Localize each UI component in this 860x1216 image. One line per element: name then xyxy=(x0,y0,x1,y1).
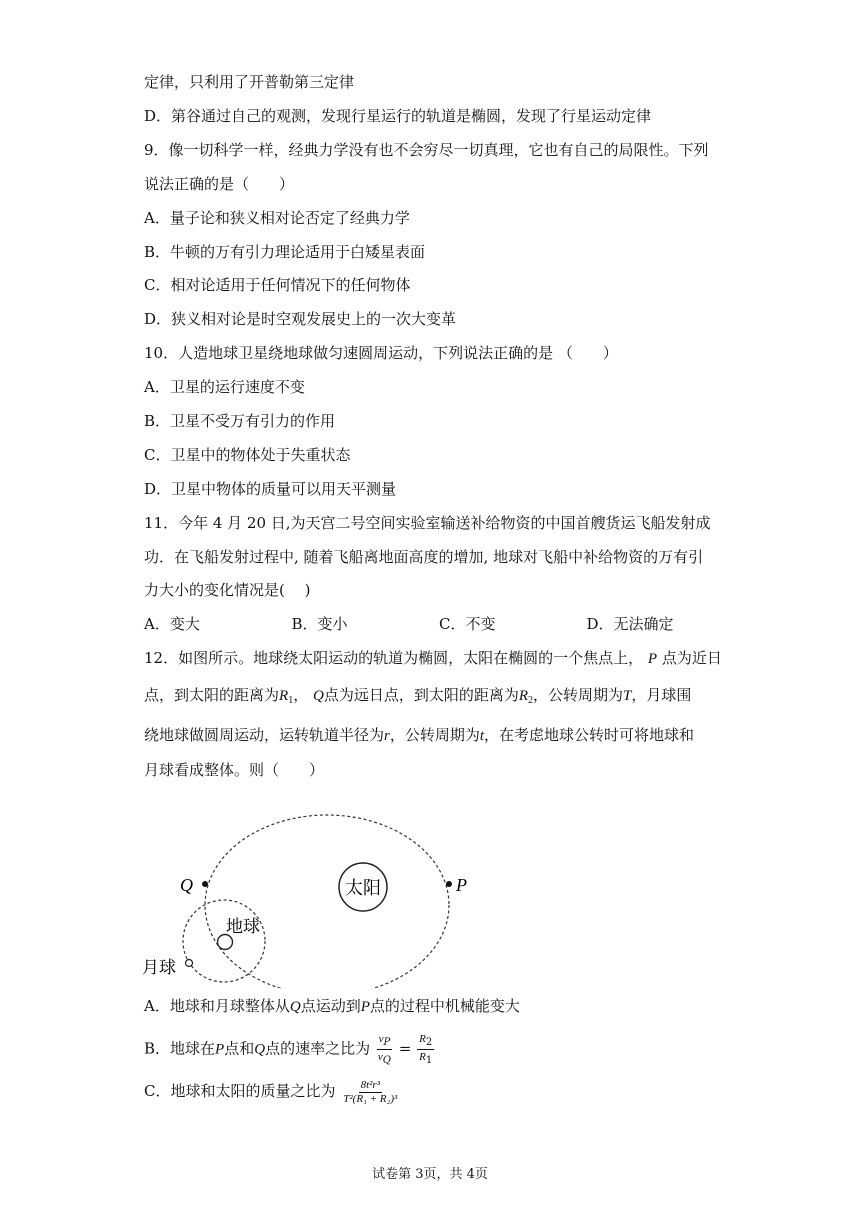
q12-option-a xyxy=(144,995,520,1018)
q12-stem-2 xyxy=(144,684,691,712)
fraction-denominator: T²(R₁ + R₂)³ xyxy=(343,1092,398,1105)
q12-stem-1 xyxy=(144,647,722,670)
q9-stem-1: 9．像一切科学一样，经典力学没有也不会穷尽一切真理，它也有自己的局限性。下列 xyxy=(144,141,709,159)
point-q-label: Q xyxy=(180,875,193,895)
q12-text: 点为近日 xyxy=(661,649,722,667)
q9-stem-2: 说法正确的是（ ） xyxy=(144,175,295,193)
q11-option-a: A．变大 xyxy=(144,615,200,633)
symbol-r: R xyxy=(279,688,289,704)
earth-orbit-ellipse xyxy=(205,815,449,988)
q12-stem-3 xyxy=(144,724,694,747)
q12-text: ，月球围 xyxy=(631,686,692,704)
point-p-dot xyxy=(446,881,452,887)
q12-text: ，公转周期为 xyxy=(389,726,480,744)
earth-label: 地球 xyxy=(226,917,260,937)
q10-option-d: D．卫星中物体的质量可以用天平测量 xyxy=(144,480,397,498)
point-q-dot xyxy=(202,881,208,887)
q10-stem: 10．人造地球卫星绕地球做匀速圆周运动，下列说法正确的是 （ ） xyxy=(144,344,618,362)
equals-sign: = xyxy=(398,1039,412,1058)
q12-text: B．地球在 xyxy=(144,1039,216,1058)
symbol-r-small: r xyxy=(384,728,390,744)
q12-text: ，在考虑地球公转时可将地球和 xyxy=(484,726,695,744)
moon-circle xyxy=(186,960,193,967)
q11-option-c: C．不变 xyxy=(439,615,496,633)
subscript-1: 1 xyxy=(288,695,294,706)
q9-option-b: B．牛顿的万有引力理论适用于白矮星表面 xyxy=(144,243,426,261)
q9-option-c: C．相对论适用于任何情况下的任何物体 xyxy=(144,276,411,294)
subscript-2: 2 xyxy=(528,695,534,706)
q10-option-a: A．卫星的运行速度不变 xyxy=(144,378,305,396)
q12-text: 点和 xyxy=(224,1039,255,1058)
symbol-q: Q xyxy=(254,1041,266,1058)
q12-text: 12．如图所示。地球绕太阳运动的轨道为椭圆，太阳在椭圆的一个焦点上， xyxy=(144,649,644,667)
velocity-ratio-fraction xyxy=(376,1032,393,1067)
symbol-r: R xyxy=(518,688,529,704)
symbol-r2 xyxy=(519,688,533,704)
q12-text: 点的过程中机械能变大 xyxy=(369,997,520,1015)
q12-text: C．地球和太阳的质量之比为 xyxy=(144,1082,336,1100)
q12-text: 点的速率之比为 xyxy=(265,1039,371,1058)
q12-option-b xyxy=(144,1032,435,1067)
orbit-diagram xyxy=(140,808,470,988)
fraction-numerator: 8t²r³ xyxy=(360,1078,381,1091)
q12-option-c xyxy=(144,1076,400,1106)
q12-stem-4: 月球看成整体。则（ ） xyxy=(144,761,325,779)
q9-option-d: D．狭义相对论是时空观发展史上的一次大变革 xyxy=(144,310,457,328)
q10-option-c: C．卫星中的物体处于失重状态 xyxy=(144,446,351,464)
q11-option-b: B．变小 xyxy=(291,615,348,633)
symbol-q: Q xyxy=(289,999,301,1015)
q12-text: 点运动到 xyxy=(300,997,361,1015)
q11-stem-1: 11．今年 4 月 20 日,为天宫二号空间实验室输送补给物资的中国首艘货运飞船发射成 xyxy=(144,514,711,532)
radius-ratio-fraction xyxy=(417,1032,434,1067)
q9-option-a: A．量子论和狭义相对论否定了经典力学 xyxy=(144,209,410,227)
symbol-t-small: t xyxy=(479,728,485,744)
line-1: 定律，只利用了开普勒第三定律 xyxy=(144,73,355,91)
symbol-t-period: T xyxy=(623,688,632,704)
q12-text: ，公转周期为 xyxy=(533,686,624,704)
moon-label: 月球 xyxy=(142,958,176,978)
symbol-p: P xyxy=(360,999,370,1015)
fraction-numerator: vP xyxy=(378,1033,391,1048)
sun-label: 太阳 xyxy=(345,878,381,899)
fraction-denominator: vQ xyxy=(377,1051,391,1066)
point-p-label: P xyxy=(456,875,467,895)
fraction-numerator: R2 xyxy=(419,1033,433,1048)
q10-option-b: B．卫星不受万有引力的作用 xyxy=(144,412,336,430)
q12-text: 绕地球做圆周运动，运转轨道半径为 xyxy=(144,726,385,744)
mass-ratio-fraction xyxy=(341,1079,399,1106)
q11-option-d: D．无法确定 xyxy=(586,615,674,633)
q12-text: ， xyxy=(293,686,309,704)
symbol-p: P xyxy=(215,1041,225,1058)
q12-text: 点，到太阳的距离为 xyxy=(144,686,280,704)
q11-options xyxy=(144,613,734,635)
symbol-q: Q xyxy=(312,688,324,704)
page-footer: 试卷第 3页，共 4页 xyxy=(372,1167,488,1182)
symbol-r1 xyxy=(279,688,293,704)
fraction-denominator: R1 xyxy=(419,1051,433,1066)
q12-text: 点为远日点，到太阳的距离为 xyxy=(323,686,519,704)
q8-option-d: D．第谷通过自己的观测，发现行星运行的轨道是椭圆，发现了行星运动定律 xyxy=(144,107,652,125)
q12-text: A．地球和月球整体从 xyxy=(144,997,290,1015)
q11-stem-3: 力大小的变化情况是( ) xyxy=(144,581,311,599)
q11-stem-2: 功．在飞船发射过程中, 随着飞船离地面高度的增加, 地球对飞船中补给物资的万有引 xyxy=(144,548,704,566)
symbol-p: P xyxy=(647,651,658,667)
